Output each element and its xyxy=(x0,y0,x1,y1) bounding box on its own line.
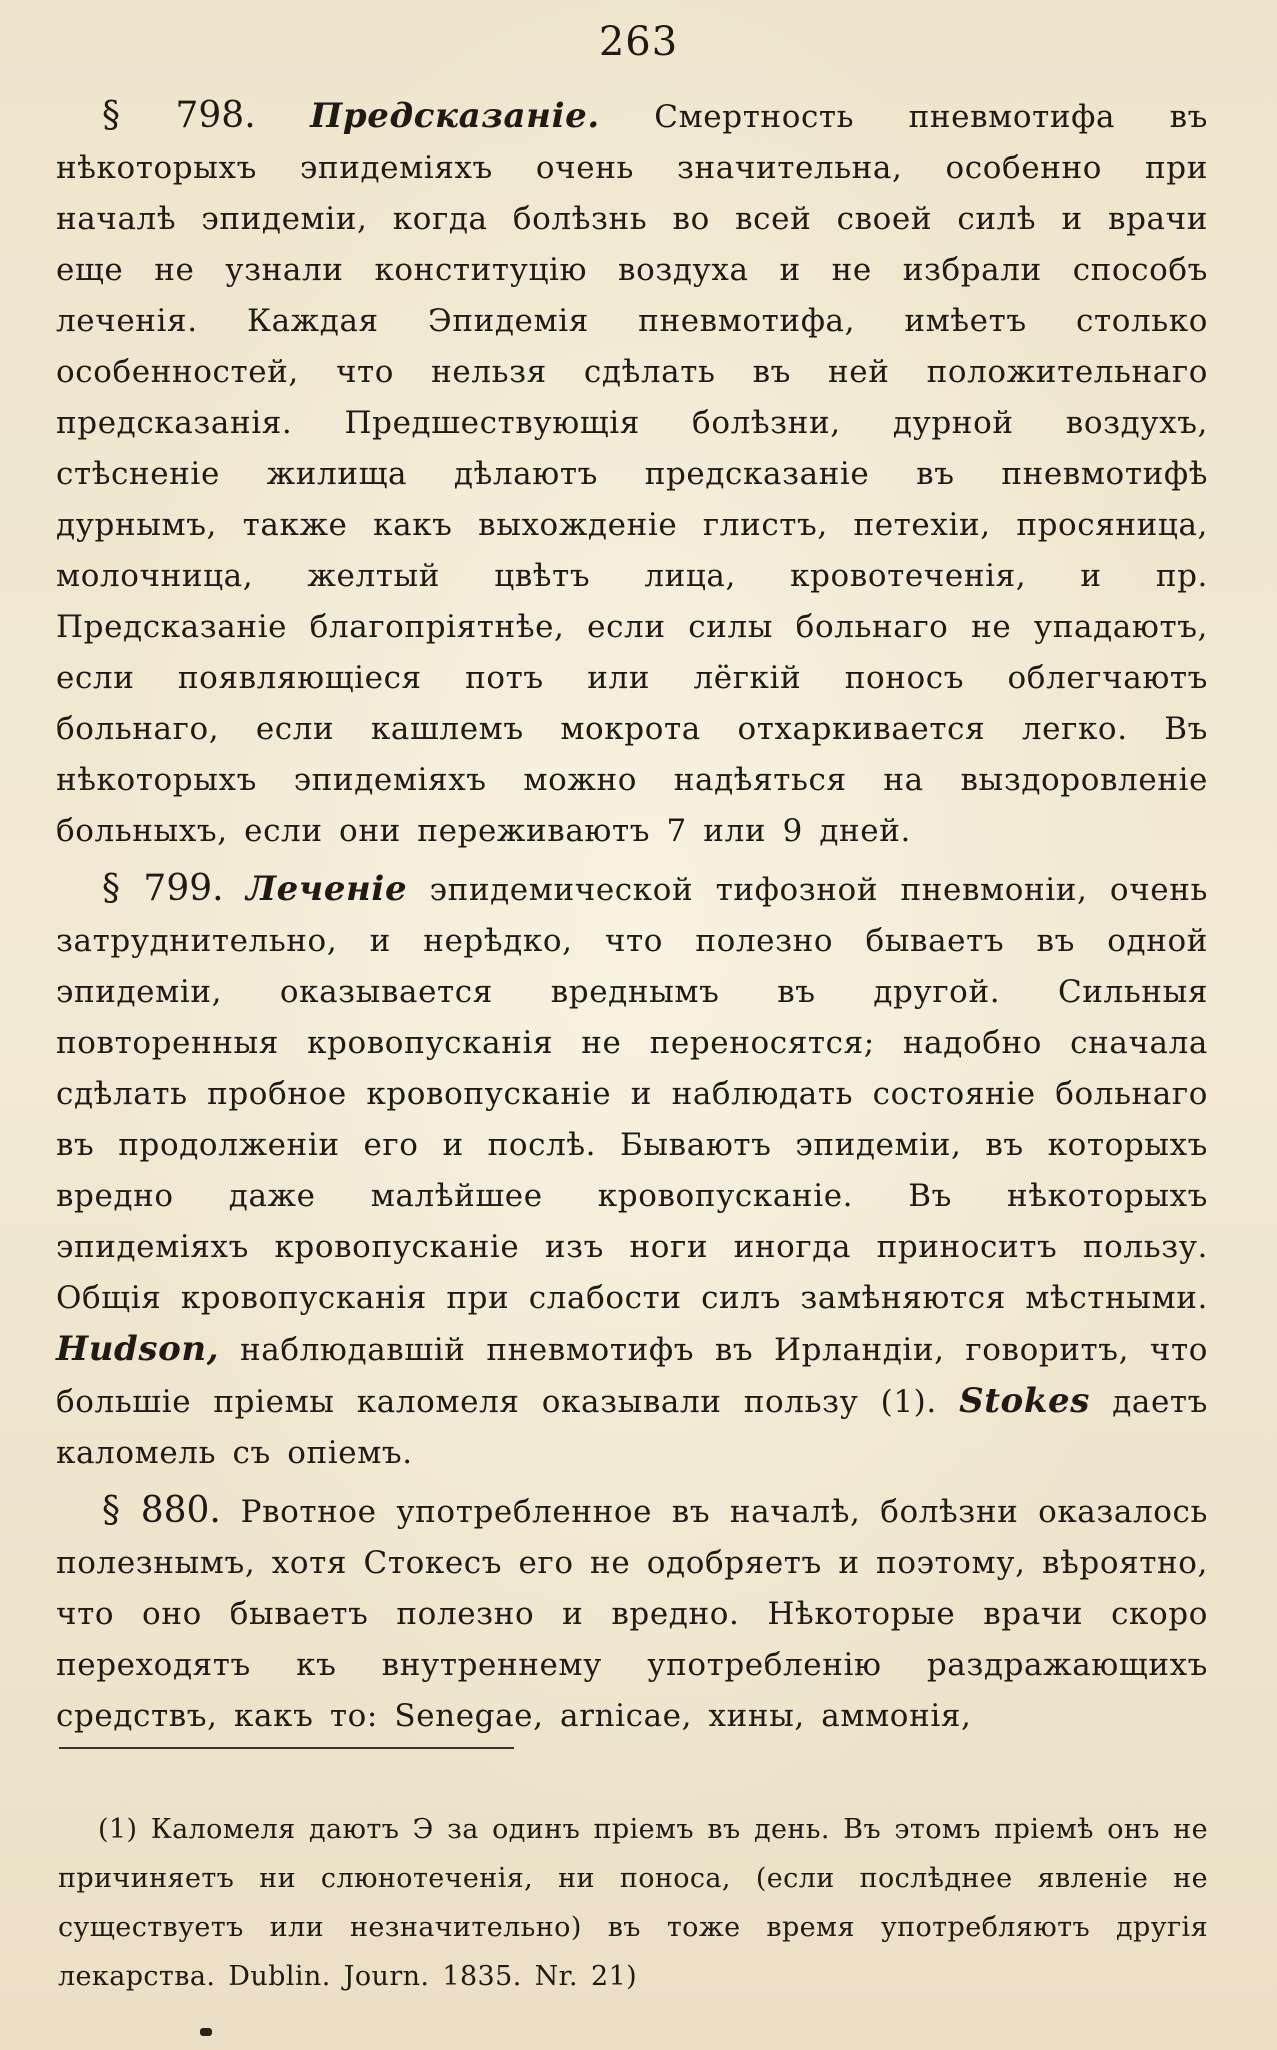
paragraph-text: Рвотное употребленное въ началѣ, болѣзни оказалось полезнымъ, хотя Стокесъ его не одобряетъ и поэтому, вѣроятно, что оно бываетъ полезно и вредно. Нѣкоторые врачи скоро переходятъ къ внутреннему употребленію раздражающихъ средствъ, какъ то: Senegae, arnicae, хины, аммонія, xyxy=(56,1494,1208,1734)
paragraph-799 xyxy=(56,863,1208,1479)
footnote: (1) Каломеля даютъ Э за одинъ пріемъ въ день. Въ этомъ пріемѣ онъ не причиняетъ ни слюнотеченія, ни поноса, (если послѣднее явленіе не существуетъ или незначительно) въ тоже время употребляютъ другія лекарства. Dublin. Journ. 1835. Nr. 21) xyxy=(58,1814,1208,1992)
paragraph-880 xyxy=(56,1485,1208,1742)
section-number: § 799. xyxy=(102,868,224,909)
footnote-separator xyxy=(59,1747,514,1749)
author-name-stokes: Stokes xyxy=(959,1381,1090,1421)
paragraph-text: даетъ каломель съ опіемъ. xyxy=(56,1384,1208,1471)
author-name-hudson: Hudson, xyxy=(56,1329,220,1369)
section-number: § 880. xyxy=(102,1490,221,1531)
paragraph-text: наблюдавшій пневмотифъ въ Ирландіи, говоритъ, что большіе пріемы каломеля оказывали пользу (1). xyxy=(56,1332,1208,1420)
paragraph-text: эпидемической тифозной пневмоніи, очень затруднительно, и нерѣдко, что полезно бываетъ въ одной эпидеміи, оказывается вреднымъ въ другой. Сильныя повторенныя кровопусканія не переносятся; надобно сначала сдѣлать пробное кровопусканіе и наблюдать состояніе больнаго въ продолженіи его и послѣ. Бываютъ эпидеміи, въ которыхъ вредно даже малѣйшее кровопусканіе. Въ нѣкоторыхъ эпидеміяхъ кровопусканіе изъ ноги иногда приноситъ пользу. Общія кровопусканія при слабости силъ замѣняются мѣстными. xyxy=(56,872,1208,1316)
page-number: 263 xyxy=(598,19,679,65)
ink-mark xyxy=(200,2028,212,2036)
paragraph-798 xyxy=(56,90,1208,857)
paragraph-text: Смертность пневмотифа въ нѣкоторыхъ эпидеміяхъ очень значительна, особенно при началѣ эпидеміи, когда болѣзнь во всей своей силѣ и врачи еще не узнали конституцію воздуха и не избрали способъ леченія. Каждая Эпидемія пневмотифа, имѣетъ столько особенностей, что нельзя сдѣлать въ ней положительнаго предсказанія. Предшествующія болѣзни, дурной воздухъ, стѣсненіе жилища дѣлаютъ предсказаніе въ пневмотифѣ дурнымъ, также какъ выхожденіе глистъ, петехіи, просяница, молочница, желтый цвѣтъ лица, кровотеченія, и пр. Предсказаніе благопріятнѣе, если силы больнаго не упадаютъ, если появляющіеся потъ или лёгкій поносъ облегчаютъ больнаго, если кашлемъ мокрота отхаркивается легко. Въ нѣкоторыхъ эпидеміяхъ можно надѣяться на выздоровленіе больныхъ, если они переживаютъ 7 или 9 дней. xyxy=(56,99,1208,849)
main-text xyxy=(56,90,1208,1748)
section-heading: Предсказаніе. xyxy=(310,96,600,136)
section-number: § 798. xyxy=(102,95,256,136)
section-heading: Леченіе xyxy=(246,869,408,909)
